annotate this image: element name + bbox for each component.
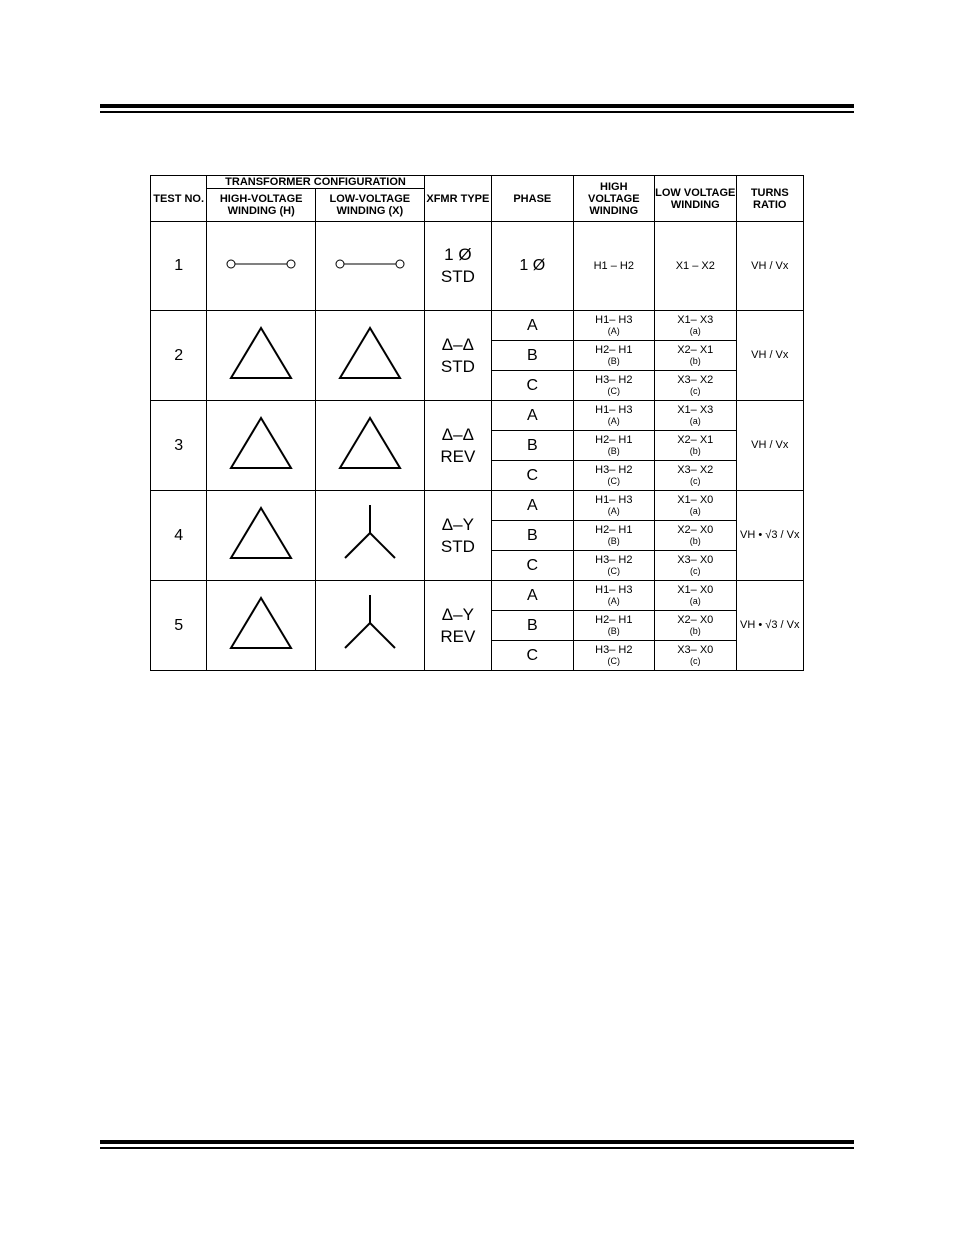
xfmr-type: Δ–Δ STD <box>424 311 491 401</box>
hv-diagram <box>207 311 316 401</box>
delta-diagram <box>216 403 306 483</box>
delta-diagram <box>216 313 306 393</box>
lv-winding: X1 – X2 <box>655 222 736 311</box>
turns-ratio: VH • √3 / Vx <box>736 491 803 581</box>
wye-diagram <box>325 493 415 573</box>
lv-diagram <box>316 491 425 581</box>
hv-winding: H2– H1 (B) <box>573 611 654 641</box>
bottom-rule-thin <box>100 1147 854 1149</box>
lv-winding: X1– X0 (a) <box>655 581 736 611</box>
test-number: 5 <box>151 581 207 671</box>
hv-winding: H1 – H2 <box>573 222 654 311</box>
lv-winding: X2– X1 (b) <box>655 341 736 371</box>
lv-winding: X1– X3 (a) <box>655 401 736 431</box>
header-test: TEST NO. <box>151 176 207 222</box>
hv-diagram <box>207 401 316 491</box>
table-body <box>151 311 804 671</box>
phase-letter: C <box>492 461 573 491</box>
test-number: 2 <box>151 311 207 401</box>
xfmr-type <box>424 222 491 311</box>
lv-winding: X2– X1 (b) <box>655 431 736 461</box>
phase-letter: B <box>492 611 573 641</box>
hv-winding: H2– H1 (B) <box>573 521 654 551</box>
header-lv: LOW-VOLTAGE WINDING (X) <box>316 189 425 222</box>
phase-letter: A <box>492 401 573 431</box>
table-row <box>151 491 804 521</box>
header-lv-winding: LOW VOLTAGE WINDING <box>655 176 736 222</box>
xfmr-type: Δ–Y STD <box>424 491 491 581</box>
header-hv: HIGH-VOLTAGE WINDING (H) <box>207 189 316 222</box>
wye-diagram <box>325 583 415 663</box>
turns-ratio: VH / Vx <box>736 311 803 401</box>
hv-diagram <box>207 491 316 581</box>
phase-letter: C <box>492 551 573 581</box>
turns-ratio: VH / Vx <box>736 401 803 491</box>
header-ratio: TURNS RATIO <box>736 176 803 222</box>
test-table <box>150 175 804 671</box>
test-number: 3 <box>151 401 207 491</box>
test-number: 4 <box>151 491 207 581</box>
hv-winding: H3– H2 (C) <box>573 551 654 581</box>
delta-diagram <box>325 403 415 483</box>
hv-winding: H3– H2 (C) <box>573 641 654 671</box>
lv-diagram <box>316 581 425 671</box>
lv-diagram <box>316 401 425 491</box>
delta-diagram <box>325 313 415 393</box>
lv-winding: X2– X0 (b) <box>655 611 736 641</box>
test-number: 1 <box>151 222 207 311</box>
phase-letter: C <box>492 641 573 671</box>
xfmr-type: Δ–Y REV <box>424 581 491 671</box>
hv-winding: H1– H3 (A) <box>573 401 654 431</box>
header-type: XFMR TYPE <box>424 176 491 222</box>
lv-winding: X1– X3 (a) <box>655 311 736 341</box>
table-row <box>151 401 804 431</box>
single-phase-diagram <box>320 244 420 284</box>
hv-winding: H1– H3 (A) <box>573 491 654 521</box>
lv-winding: X3– X0 (c) <box>655 551 736 581</box>
xfmr-type: Δ–Δ REV <box>424 401 491 491</box>
lv-winding: X3– X2 (c) <box>655 371 736 401</box>
phase-letter: A <box>492 311 573 341</box>
hv-winding: H2– H1 (B) <box>573 341 654 371</box>
lv-diagram <box>316 222 425 311</box>
table-row <box>151 581 804 611</box>
lv-winding: X1– X0 (a) <box>655 491 736 521</box>
type-line1: 1 Ø <box>444 245 472 264</box>
lv-winding: X3– X2 (c) <box>655 461 736 491</box>
lv-winding: X3– X0 (c) <box>655 641 736 671</box>
hv-diagram <box>207 581 316 671</box>
hv-winding: H2– H1 (B) <box>573 431 654 461</box>
turns-ratio: VH • √3 / Vx <box>736 581 803 671</box>
delta-diagram <box>216 583 306 663</box>
phase-letter: A <box>492 491 573 521</box>
table-row <box>151 311 804 341</box>
bottom-rule <box>100 1140 854 1144</box>
phase: 1 Ø <box>492 222 573 311</box>
hv-winding: H3– H2 (C) <box>573 461 654 491</box>
lv-diagram <box>316 311 425 401</box>
top-rule-thin <box>100 111 854 113</box>
lv-winding: X2– X0 (b) <box>655 521 736 551</box>
hv-winding: H1– H3 (A) <box>573 311 654 341</box>
phase-letter: C <box>492 371 573 401</box>
hv-winding: H3– H2 (C) <box>573 371 654 401</box>
delta-diagram <box>216 493 306 573</box>
phase-letter: B <box>492 431 573 461</box>
phase-letter: B <box>492 341 573 371</box>
top-rule <box>100 104 854 108</box>
hv-diagram <box>207 222 316 311</box>
phase-letter: B <box>492 521 573 551</box>
header-config: TRANSFORMER CONFIGURATION <box>207 176 424 189</box>
single-phase-diagram <box>211 244 311 284</box>
header-hv-winding: HIGH VOLTAGE WINDING <box>573 176 654 222</box>
phase-letter: A <box>492 581 573 611</box>
header-phase: PHASE <box>492 176 573 222</box>
hv-winding: H1– H3 (A) <box>573 581 654 611</box>
type-line2: STD <box>440 267 475 286</box>
turns-ratio: VH / Vx <box>736 222 803 311</box>
